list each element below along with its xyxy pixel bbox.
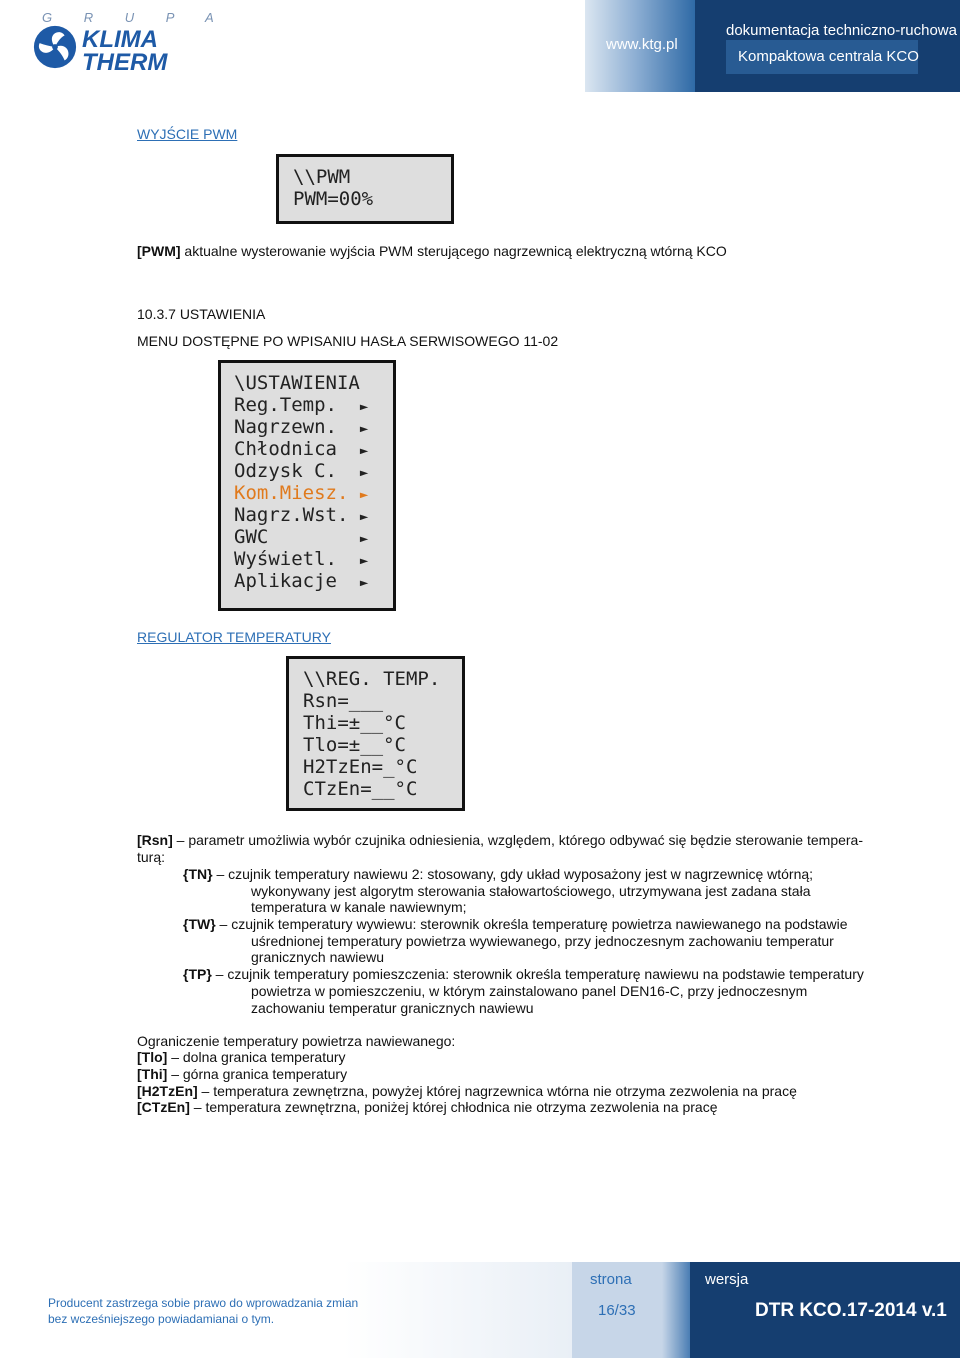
arrow-right-icon: ► [359, 421, 369, 437]
option-tw [183, 916, 848, 932]
limit-tlo [137, 1049, 346, 1065]
settings-heading: 10.3.7 USTAWIENIA [137, 306, 266, 322]
footer-note-line2: bez wcześniejszego powiadamianai o tym. [48, 1312, 275, 1326]
option-tp [183, 966, 864, 982]
param-name: [PWM] [137, 243, 181, 259]
param-unit: °C [394, 778, 418, 800]
footer-left-band [0, 1262, 572, 1358]
logo-grupa: G R U P A [42, 10, 228, 25]
limit-ctzen [137, 1099, 718, 1115]
menu-item-aplikacje[interactable] [234, 570, 393, 592]
arrow-right-icon: ► [359, 575, 369, 591]
page-footer [0, 1262, 960, 1358]
param-text: – parametr umożliwia wybór czujnika odniesienia, względem, którego odbywać się będzie sterowanie tempera- [172, 832, 864, 848]
menu-item-label: Nagrzewn. [234, 416, 360, 438]
lcd-line: PWM=00% [293, 188, 374, 210]
param-label: CTzEn= [303, 778, 372, 800]
option-tn-cont: wykonywany jest algorytm sterowania stałowartościowego, utrzymywana jest zadana stała [251, 883, 811, 899]
lcd-param-tlo[interactable] [303, 734, 462, 756]
option-text: – czujnik temperatury nawiewu 2: stosowany, gdy układ wyposażony jest w nagrzewnicę wtórną; [212, 866, 814, 882]
arrow-right-icon: ► [359, 531, 369, 547]
param-name: [Thi] [137, 1066, 168, 1082]
lcd-param-ctzen[interactable] [303, 778, 462, 800]
param-value-blank: __ [360, 734, 384, 756]
lcd-param-h2tzen[interactable] [303, 756, 462, 778]
lcd-param-rsn[interactable] [303, 690, 462, 712]
param-value-blank: _ [383, 756, 395, 778]
arrow-right-icon: ► [359, 487, 369, 503]
menu-item-label: Kom.Miesz. [234, 482, 360, 504]
arrow-right-icon: ► [359, 509, 369, 525]
doc-type: dokumentacja techniczno-ruchowa [726, 22, 957, 39]
param-name: [H2TzEn] [137, 1083, 198, 1099]
regulator-lcd-display [286, 656, 465, 811]
menu-item-wyswietl[interactable] [234, 548, 393, 570]
limit-h2tzen [137, 1083, 797, 1099]
param-unit: °C [383, 734, 406, 756]
param-unit: °C [383, 712, 406, 734]
menu-item-reg-temp[interactable] [234, 394, 393, 416]
option-code: {TP} [183, 966, 212, 982]
param-label: H2TzEn= [303, 756, 384, 778]
arrow-right-icon: ► [359, 443, 369, 459]
settings-lcd-display [218, 360, 396, 611]
rsn-description-line1 [137, 832, 863, 848]
footer-version-label: wersja [705, 1271, 749, 1288]
menu-item-label: Odzysk C. [234, 460, 360, 482]
option-code: {TN} [183, 866, 213, 882]
option-tw-cont: uśrednionej temperatury powietrza wywiewanego, przy jednoczesnym zachowaniu temperatur [251, 933, 834, 949]
option-tw-cont: granicznych nawiewu [251, 949, 385, 965]
menu-item-nagrz-wst[interactable] [234, 504, 393, 526]
param-label: Tlo=± [303, 734, 361, 756]
logo-therm: THERM [82, 49, 168, 76]
option-tp-cont: powietrza w pomieszczeniu, w którym zainstalowano panel DEN16-C, przy jednoczesnym [251, 983, 808, 999]
menu-item-label: Reg.Temp. [234, 394, 360, 416]
param-unit: °C [394, 756, 418, 778]
param-text: – dolna granica temperatury [167, 1049, 346, 1065]
rsn-description-line2: turą: [137, 849, 166, 865]
menu-item-kom-miesz-selected[interactable] [234, 482, 393, 504]
arrow-right-icon: ► [359, 465, 369, 481]
param-text: aktualne wysterowanie wyjścia PWM sterującego nagrzewnicą elektryczną wtórną KCO [180, 243, 727, 259]
menu-item-odzysk[interactable] [234, 460, 393, 482]
menu-item-nagrzewn[interactable] [234, 416, 393, 438]
lcd-param-thi[interactable] [303, 712, 462, 734]
param-name: [Tlo] [137, 1049, 168, 1065]
regulator-section-title: REGULATOR TEMPERATURY [137, 629, 331, 645]
footer-gradient-band [662, 1262, 690, 1358]
logo-klima: KLIMA [82, 26, 158, 53]
lcd-title: \USTAWIENIA [234, 372, 360, 394]
limit-thi [137, 1066, 347, 1082]
settings-subheading: MENU DOSTĘPNE PO WPISANIU HASŁA SERWISOWEGO 11-02 [137, 333, 559, 349]
menu-item-label: Nagrz.Wst. [234, 504, 360, 526]
pwm-section-title: WYJŚCIE PWM [137, 126, 238, 142]
doc-title: Kompaktowa centrala KCO [738, 48, 919, 65]
param-label: Rsn= [303, 690, 349, 712]
param-name: [CTzEn] [137, 1099, 190, 1115]
footer-note-line1: Producent zastrzega sobie prawo do wprowadzania zmian [48, 1296, 359, 1310]
param-name: [Rsn] [137, 832, 173, 848]
option-code: {TW} [183, 916, 216, 932]
param-label: Thi=± [303, 712, 361, 734]
param-value-blank: ___ [348, 690, 384, 712]
param-value-blank: __ [360, 712, 384, 734]
option-text: – czujnik temperatury pomieszczenia: sterownik określa temperaturę nawiewu na podstawie temperatury [211, 966, 864, 982]
option-tp-cont: zachowaniu temperatur granicznych nawiewu [251, 1000, 534, 1016]
menu-item-label: GWC [234, 526, 360, 548]
fan-logo-icon [32, 24, 78, 70]
arrow-right-icon: ► [359, 399, 369, 415]
menu-item-gwc[interactable] [234, 526, 393, 548]
footer-version: DTR KCO.17-2014 v.1 [755, 1300, 947, 1321]
lcd-line: \\PWM [293, 166, 351, 188]
menu-item-label: Chłodnica [234, 438, 360, 460]
menu-item-chlodnica[interactable] [234, 438, 393, 460]
pwm-description [137, 243, 727, 259]
arrow-right-icon: ► [359, 553, 369, 569]
menu-item-label: Aplikacje [234, 570, 360, 592]
website-link[interactable]: www.ktg.pl [606, 36, 678, 53]
page-header [0, 0, 960, 92]
company-logo [32, 10, 228, 78]
limits-intro: Ograniczenie temperatury powietrza nawiewanego: [137, 1033, 456, 1049]
lcd-title: \\REG. TEMP. [303, 668, 441, 690]
param-text: – temperatura zewnętrzna, powyżej której nagrzewnica wtórna nie otrzyma zezwolenia na pracę [197, 1083, 797, 1099]
option-tn [183, 866, 813, 882]
param-text: – temperatura zewnętrzna, poniżej której chłodnica nie otrzyma zezwolenia na pracę [189, 1099, 718, 1115]
option-text: – czujnik temperatury wywiewu: sterownik określa temperaturę powietrza nawiewanego na podstawie [215, 916, 848, 932]
footer-page-number: 16/33 [598, 1302, 636, 1319]
pwm-lcd-display [276, 154, 454, 224]
option-tn-cont: temperatura w kanale nawiewnym; [251, 899, 467, 915]
footer-page-label: strona [590, 1271, 632, 1288]
param-text: – górna granica temperatury [167, 1066, 348, 1082]
menu-item-label: Wyświetl. [234, 548, 360, 570]
param-value-blank: __ [371, 778, 395, 800]
